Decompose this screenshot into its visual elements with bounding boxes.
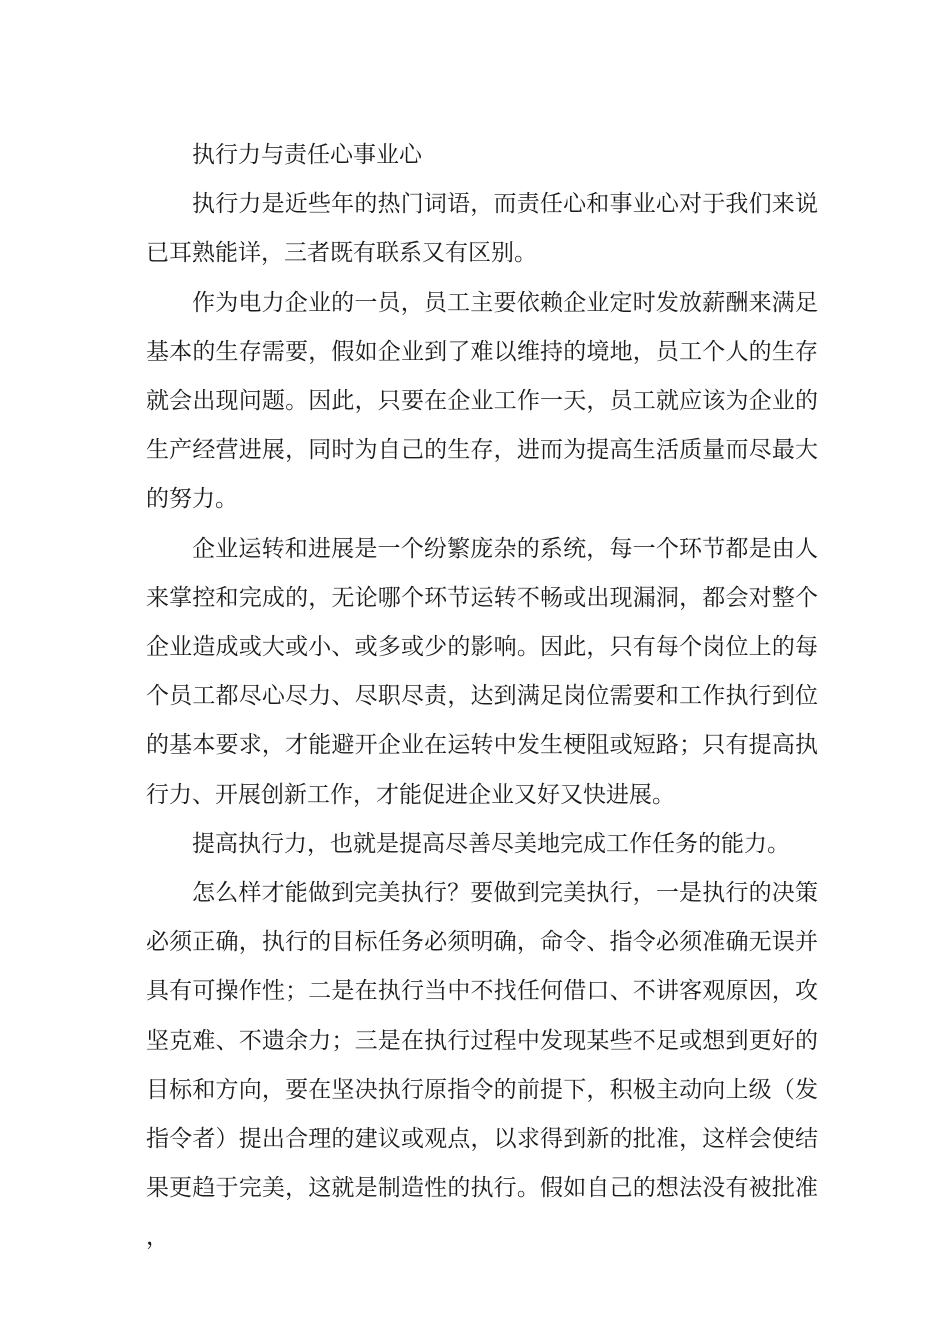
paragraph: 怎么样才能做到完美执行？要做到完美执行，一是执行的决策必须正确，执行的目标任务必须明确，命令、指令必须准确无误并具有可操作性；二是在执行当中不找任何借口、不讲客观原因，攻坚克难、不遗余力；三是在执行过程中发现某些不足或想到更好的目标和方向，要在坚决执行原指令的前提下，积极主动向上级（发指令者）提出合理的建议或观点，以求得到新的批准，这样会使结果更趋于完美，这就是制造性的执行。假如自己的想法没有被批准， — [146, 880, 818, 1251]
paragraph: 提高执行力，也就是提高尽善尽美地完成工作任务的能力。 — [192, 830, 790, 857]
document-title: 执行力与责任心事业心 — [192, 142, 422, 168]
document-body — [146, 131, 818, 1263]
paragraph: 企业运转和进展是一个纷繁庞杂的系统，每一个环节都是由人来掌控和完成的，无论哪个环节运转不畅或出现漏洞，都会对整个企业造成或大或小、或多或少的影响。因此，只有每个岗位上的每个员工都尽心尽力、尽职尽责，达到满足岗位需要和工作执行到位的基本要求，才能避开企业在运转中发生梗阻或短路；只有提高执行力、开展创新工作，才能促进企业又好又快进展。 — [146, 535, 818, 808]
paragraph: 执行力是近些年的热门词语，而责任心和事业心对于我们来说已耳熟能详，三者既有联系又有区别。 — [146, 191, 818, 267]
paragraph: 作为电力企业的一员，员工主要依赖企业定时发放薪酬来满足基本的生存需要，假如企业到了难以维持的境地，员工个人的生存就会出现问题。因此，只要在企业工作一天，员工就应该为企业的生产经营进展，同时为自己的生存，进而为提高生活质量而尽最大的努力。 — [146, 289, 818, 513]
